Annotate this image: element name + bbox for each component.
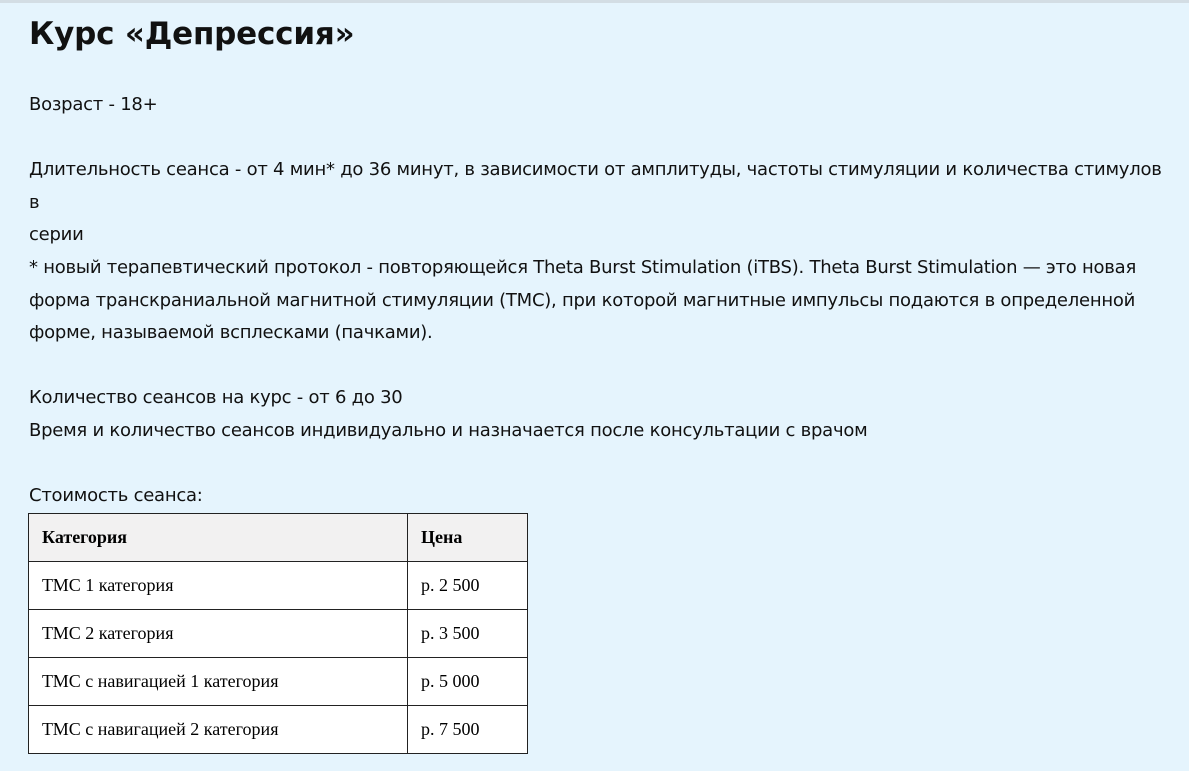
- table-row: [29, 610, 528, 658]
- duration-line: серии: [29, 224, 84, 246]
- price-cell: р. 7 500: [408, 706, 528, 754]
- table-row: [29, 706, 528, 754]
- category-cell: ТМС с навигацией 1 категория: [29, 658, 408, 706]
- table-header-row: [29, 514, 528, 562]
- top-border: [0, 0, 1189, 3]
- category-cell: ТМС с навигацией 2 категория: [29, 706, 408, 754]
- protocol-line: форме, называемой всплесками (пачками).: [29, 322, 433, 344]
- category-cell: ТМС 2 категория: [29, 610, 408, 658]
- category-cell: ТМС 1 категория: [29, 562, 408, 610]
- protocol-line: форма транскраниальной магнитной стимуляции (ТМС), при которой магнитные импульсы подаются в определенной: [29, 289, 1136, 311]
- protocol-line: * новый терапевтический протокол - повторяющейся Theta Burst Stimulation (iTBS). Theta Burst Stimulation — это новая: [29, 256, 1137, 278]
- page-content: [29, 14, 1169, 513]
- column-header-category: Категория: [29, 514, 408, 562]
- page-title: Курс «Депрессия»: [29, 16, 355, 52]
- price-cell: р. 5 000: [408, 658, 528, 706]
- cost-label: Стоимость сеанса:: [29, 485, 203, 507]
- sessions-count: Количество сеансов на курс - от 6 до 30: [29, 387, 403, 409]
- table-row: [29, 562, 528, 610]
- price-table: [28, 513, 528, 754]
- price-cell: р. 3 500: [408, 610, 528, 658]
- table-row: [29, 658, 528, 706]
- age-text: Возраст - 18+: [29, 94, 158, 115]
- duration-line: Длительность сеанса - от 4 мин* до 36 минут, в зависимости от амплитуды, частоты стимуляции и количества стимулов в: [29, 159, 1162, 213]
- sessions-block: [29, 382, 1169, 447]
- sessions-note: Время и количество сеансов индивидуально и назначается после консультации с врачом: [29, 419, 868, 441]
- column-header-price: Цена: [408, 514, 528, 562]
- price-cell: р. 2 500: [408, 562, 528, 610]
- duration-block: [29, 154, 1169, 350]
